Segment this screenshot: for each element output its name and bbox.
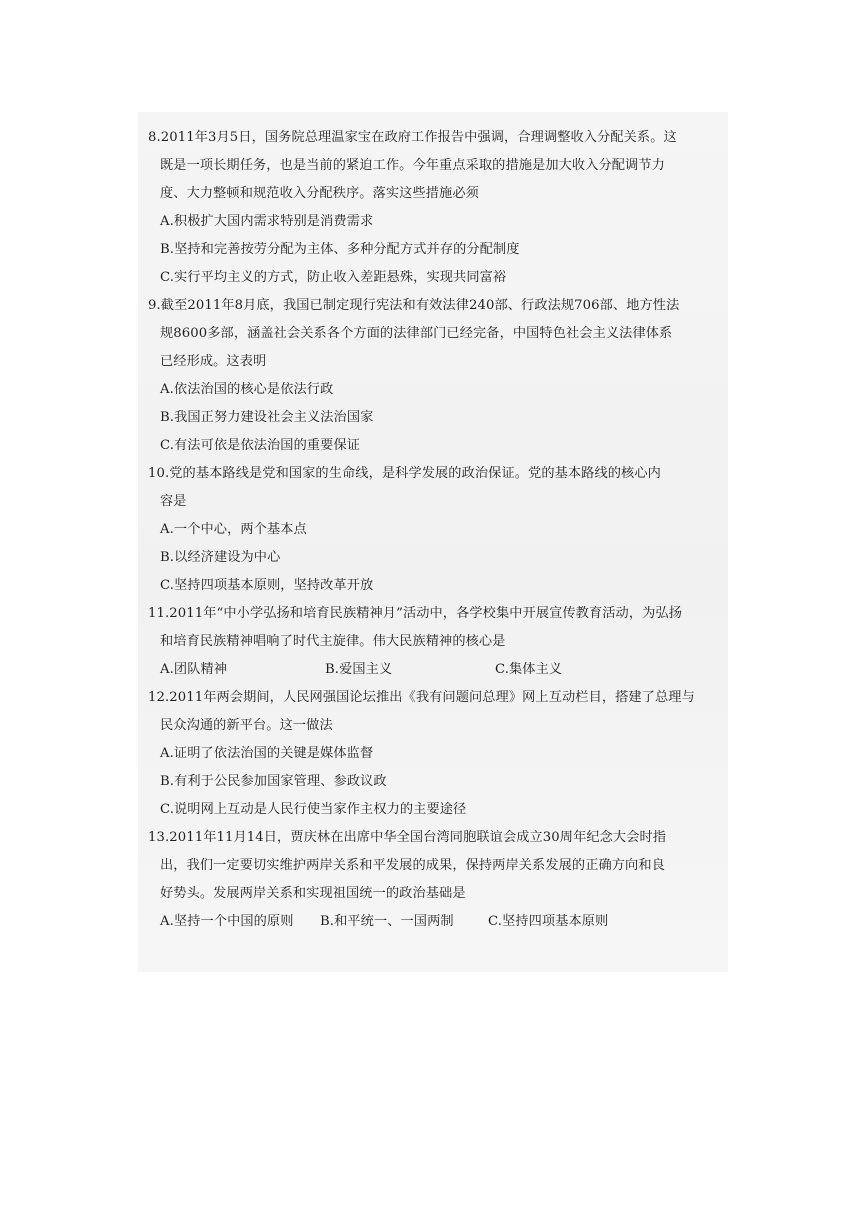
option-b: B.我国正努力建设社会主义法治国家 [160, 410, 374, 425]
option-c: C.有法可依是依法治国的重要保证 [160, 438, 361, 453]
question-text-line: 容是 [160, 494, 187, 509]
option-c: C.坚持四项基本原则 [488, 914, 609, 929]
question-10 [148, 460, 708, 600]
question-13 [148, 824, 708, 936]
question-text-line: 9.截至2011年8月底，我国已制定现行宪法和有效法律240部、行政法规706部、地方性法 [148, 298, 680, 313]
question-text-line: 民众沟通的新平台。这一做法 [160, 718, 333, 733]
question-text-line: 好势头。发展两岸关系和实现祖国统一的政治基础是 [160, 886, 466, 901]
question-text-line: 出，我们一定要切实维护两岸关系和平发展的成果，保持两岸关系发展的正确方向和良 [160, 858, 665, 873]
option-a: A.积极扩大国内需求特别是消费需求 [160, 214, 374, 229]
question-text-line: 12.2011年两会期间，人民网强国论坛推出《我有问题问总理》网上互动栏目，搭建了总理与 [148, 690, 695, 705]
options-row [148, 656, 708, 684]
option-a: A.证明了依法治国的关键是媒体监督 [160, 746, 374, 761]
option-a: A.坚持一个中国的原则 [160, 914, 294, 929]
question-text-line: 已经形成。这表明 [160, 354, 267, 369]
option-b: B.坚持和完善按劳分配为主体、多种分配方式并存的分配制度 [160, 242, 520, 257]
option-b: B.和平统一、一国两制 [320, 914, 454, 929]
option-b: B.以经济建设为中心 [160, 550, 281, 565]
question-text-line: 和培育民族精神唱响了时代主旋律。伟大民族精神的核心是 [160, 634, 506, 649]
question-text-line: 10.党的基本路线是党和国家的生命线，是科学发展的政治保证。党的基本路线的核心内 [148, 466, 661, 481]
option-a: A.团队精神 [160, 662, 228, 677]
question-text-line: 度、大力整顿和规范收入分配秩序。落实这些措施必须 [160, 186, 479, 201]
question-text-line: 11.2011年“中小学弘扬和培育民族精神月”活动中，各学校集中开展宣传教育活动，为弘扬 [148, 606, 682, 621]
option-c: C.集体主义 [495, 662, 563, 677]
option-c: C.说明网上互动是人民行使当家作主权力的主要途径 [160, 802, 467, 817]
options-row [148, 908, 708, 936]
question-12 [148, 684, 708, 824]
question-text-line: 13.2011年11月14日，贾庆林在出席中华全国台湾同胞联谊会成立30周年纪念大会时指 [148, 830, 667, 845]
question-text-line: 8.2011年3月5日，国务院总理温家宝在政府工作报告中强调，合理调整收入分配关系。这 [148, 130, 677, 145]
question-9 [148, 292, 708, 460]
option-b: B.有利于公民参加国家管理、参政议政 [160, 774, 387, 789]
question-text-line: 既是一项长期任务，也是当前的紧迫工作。今年重点采取的措施是加大收入分配调节力 [160, 158, 665, 173]
exam-content [148, 124, 708, 936]
option-a: A.依法治国的核心是依法行政 [160, 382, 334, 397]
question-11 [148, 600, 708, 684]
option-b: B.爱国主义 [325, 662, 393, 677]
question-8 [148, 124, 708, 292]
question-text-line: 规8600多部，涵盖社会关系各个方面的法律部门已经完备，中国特色社会主义法律体系 [160, 326, 673, 341]
option-c: C.坚持四项基本原则，坚持改革开放 [160, 578, 374, 593]
option-c: C.实行平均主义的方式，防止收入差距悬殊，实现共同富裕 [160, 270, 507, 285]
option-a: A.一个中心，两个基本点 [160, 522, 307, 537]
